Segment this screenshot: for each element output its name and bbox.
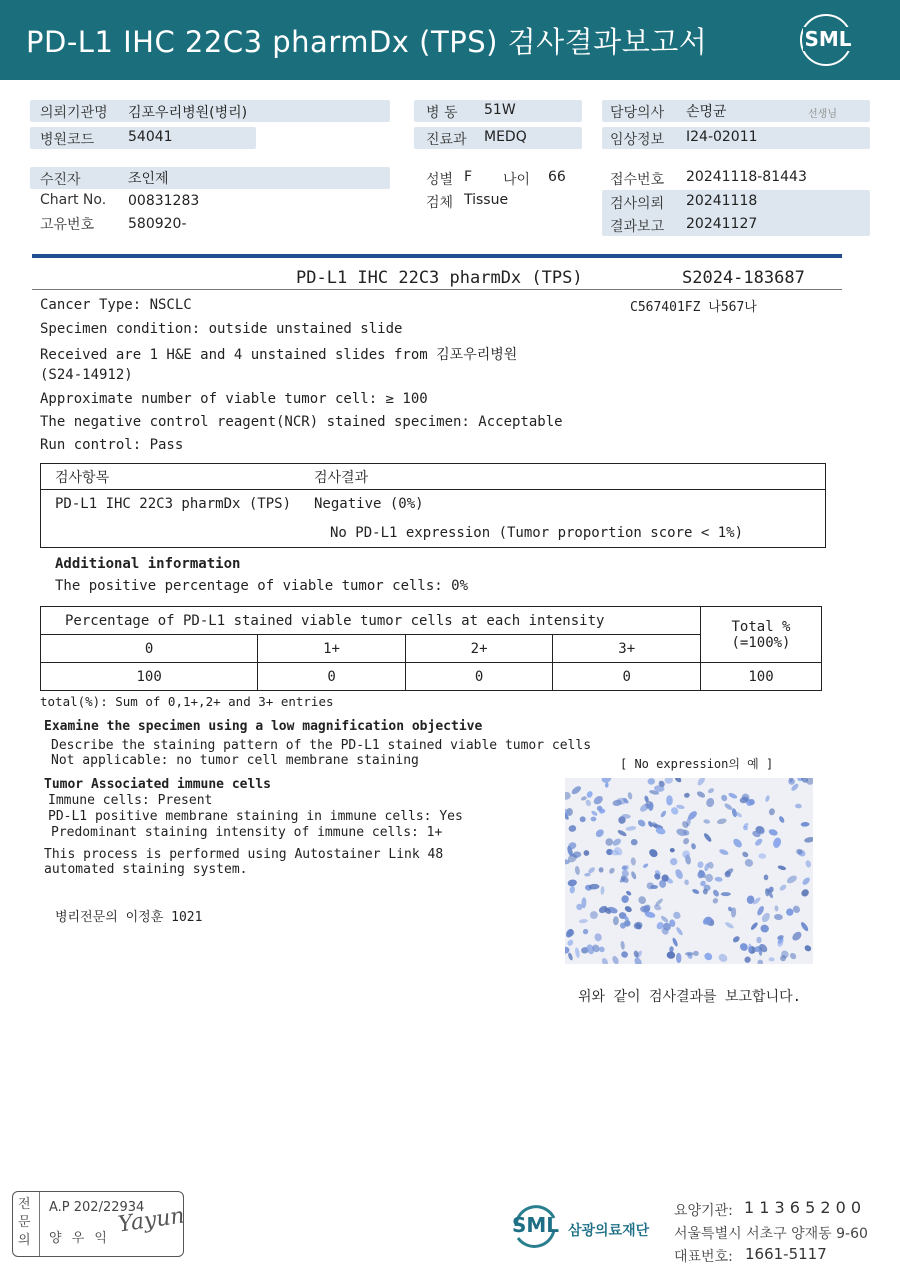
intensity-value-1: 0 (258, 663, 406, 691)
tissue-nucleus (599, 867, 604, 873)
tissue-nucleus (804, 836, 813, 843)
receipt-label: 접수번호 (610, 172, 665, 188)
tissue-nucleus (728, 792, 738, 800)
tissue-nucleus (703, 819, 710, 824)
tissue-nucleus (660, 810, 668, 818)
request-label: 검사의뢰 (610, 196, 665, 212)
ward-value: 51W (484, 102, 516, 118)
tissue-nucleus (592, 794, 604, 806)
tissue-nucleus (732, 837, 744, 849)
tissue-nucleus (648, 847, 660, 858)
tissue-nucleus (583, 850, 590, 857)
tissue-nucleus (636, 818, 646, 828)
tissue-nucleus (718, 848, 729, 856)
id-label: 고유번호 (40, 217, 95, 233)
tissue-nucleus (741, 851, 749, 859)
tissue-nucleus (744, 858, 754, 868)
tissue-nucleus (620, 941, 625, 950)
process-line-1: This process is performed using Autostainer Link 48 (44, 847, 444, 862)
process-line-2: automated staining system. (44, 862, 248, 877)
specimen-value: Tissue (464, 192, 509, 208)
tissue-nucleus (795, 804, 802, 809)
report-date-label: 결과보고 (610, 219, 665, 235)
tissue-nucleus (589, 910, 599, 920)
phone: 1661-5117 (745, 1245, 827, 1263)
tissue-nucleus (760, 924, 770, 934)
total-note: total(%): Sum of 0,1+,2+ and 3+ entries (40, 694, 334, 709)
tissue-nucleus (625, 826, 636, 832)
total-header (701, 607, 822, 663)
tissue-nucleus (696, 790, 706, 799)
total-header-line1: Total % (731, 618, 791, 635)
dept-label: 진료과 (426, 132, 467, 148)
name-value: 조인제 (128, 171, 169, 187)
cancer-type: Cancer Type: NSCLC (40, 297, 192, 313)
tissue-nucleus (757, 959, 764, 964)
id-value: 580920- (128, 216, 187, 232)
tissue-nucleus (647, 778, 655, 785)
tissue-nucleus (714, 876, 723, 882)
hospital-code-value: 54041 (128, 129, 173, 145)
tissue-nucleus (696, 778, 706, 787)
tissue-nucleus (791, 930, 804, 942)
tissue-nucleus (666, 795, 673, 806)
address: 서울특별시 서초구 양재동 9-60 (674, 1226, 868, 1242)
report-title: PD-L1 IHC 22C3 pharmDx (TPS) 검사결과보고서 (26, 25, 708, 59)
tissue-nucleus (608, 867, 616, 875)
hospital-code-label: 병원코드 (40, 132, 95, 148)
tissue-nucleus (673, 778, 682, 784)
exam-line-2: Not applicable: no tumor cell membrane staining (51, 753, 419, 768)
org-name: 삼광의료재단 (568, 1223, 650, 1239)
immune-line-3: Predominant staining intensity of immune cells: 1+ (51, 825, 443, 840)
hospital-value: 김포우리병원(병리) (128, 105, 248, 121)
tissue-nucleus (574, 947, 580, 958)
specimen-condition: Specimen condition: outside unstained slide (40, 321, 403, 337)
tissue-nucleus (664, 778, 674, 785)
tissue-nucleus (707, 787, 715, 794)
tissue-nucleus (637, 895, 648, 906)
additional-text: The positive percentage of viable tumor cells: 0% (55, 578, 469, 594)
tissue-nucleus (705, 873, 714, 882)
tissue-nucleus (613, 916, 619, 925)
result-header-item: 검사항목 (55, 470, 110, 486)
tissue-nucleus (582, 928, 589, 935)
phone-label: 대표번호: (674, 1249, 733, 1265)
institution-code: 1 1 3 6 5 2 0 0 (744, 1198, 862, 1217)
tissue-nucleus (805, 860, 812, 869)
tissue-nucleus (601, 957, 609, 964)
doctor-suffix: 선생님 (808, 109, 837, 120)
result-note: No PD-L1 expression (Tumor proportion score < 1%) (330, 525, 744, 541)
tissue-nucleus (598, 945, 606, 953)
tissue-nucleus (670, 848, 675, 853)
tissue-nucleus (800, 888, 810, 898)
tissue-nucleus (724, 921, 734, 930)
tissue-cells-svg (565, 778, 813, 964)
tissue-nucleus (594, 933, 603, 943)
ward-label: 병 동 (426, 105, 458, 121)
tissue-nucleus (789, 952, 798, 961)
tissue-nucleus (684, 879, 690, 885)
tissue-nucleus (692, 888, 700, 895)
tissue-nucleus (630, 857, 636, 865)
report-date-value: 20241127 (686, 216, 758, 232)
clinical-label: 임상정보 (610, 132, 665, 148)
tissue-nucleus (682, 837, 690, 846)
total-header-line2: (=100%) (731, 634, 791, 651)
tissue-nucleus (617, 829, 628, 837)
slide-number: (S24-14912) (40, 367, 133, 383)
tissue-nucleus (671, 937, 678, 947)
tissue-nucleus (712, 897, 720, 905)
top-rule (32, 254, 842, 258)
immune-line-1: Immune cells: Present (48, 793, 213, 808)
tissue-nucleus (611, 955, 620, 964)
exam-title: Examine the specimen using a low magnification objective (44, 719, 483, 734)
tissue-nucleus (769, 957, 775, 961)
tissue-nucleus (756, 936, 762, 943)
tissue-nucleus (569, 886, 575, 894)
tissue-nucleus (716, 818, 727, 825)
sml-footer-logo-text: SML (512, 1213, 560, 1237)
intensity-header: Percentage of PD-L1 stained viable tumor cells at each intensity (41, 607, 701, 635)
tissue-nucleus (570, 785, 582, 796)
tissue-nucleus (754, 837, 764, 847)
specialist-name: 양 우 익 (49, 1231, 110, 1246)
tissue-nucleus (690, 843, 696, 850)
tissue-nucleus (631, 839, 638, 846)
negative-control: The negative control reagent(NCR) stained specimen: Acceptable (40, 414, 563, 430)
tissue-nucleus (605, 837, 614, 846)
tissue-nucleus (574, 866, 580, 876)
tissue-nucleus (624, 905, 633, 913)
tissue-nucleus (732, 935, 741, 944)
tissue-nucleus (666, 951, 675, 959)
tissue-nucleus (720, 794, 728, 803)
tissue-nucleus (600, 886, 604, 895)
tissue-nucleus (566, 939, 574, 947)
tissue-nucleus (590, 816, 596, 821)
tissue-nucleus (580, 816, 586, 822)
tissue-nucleus (696, 860, 704, 868)
ap-number: A.P 202/22934 (49, 1200, 145, 1215)
specimen-label: 검체 (426, 195, 454, 211)
tissue-nucleus (721, 892, 731, 896)
tissue-nucleus (758, 853, 766, 859)
intensity-value-0: 100 (41, 663, 258, 691)
tissue-nucleus (670, 858, 678, 866)
intensity-value-3: 0 (553, 663, 701, 691)
viable-tumor-count: Approximate number of viable tumor cell: ≥ 100 (40, 391, 428, 407)
tissue-nucleus (803, 944, 812, 952)
hospital-label: 의뢰기관명 (40, 105, 108, 121)
thin-rule (32, 289, 842, 290)
tissue-nucleus (801, 822, 810, 827)
run-control: Run control: Pass (40, 437, 184, 453)
image-caption: [ No expression의 예 ] (620, 757, 774, 771)
sex-label: 성별 (426, 172, 454, 188)
tissue-nucleus (605, 782, 609, 788)
specialist-label: 전 문 의 (18, 1197, 31, 1248)
intensity-label-1: 1+ (258, 635, 406, 663)
tissue-nucleus (779, 883, 788, 891)
doctor-label: 담당의사 (610, 105, 665, 121)
doctor-value: 손명균 (686, 104, 727, 120)
received-slides: Received are 1 H&E and 4 unstained slides from 김포우리병원 (40, 347, 518, 363)
tissue-nucleus (777, 865, 786, 871)
dept-value: MEDQ (484, 129, 527, 145)
report-section-title: PD-L1 IHC 22C3 pharmDx (TPS) (296, 268, 583, 288)
tissue-nucleus (620, 950, 629, 959)
tissue-nucleus (768, 828, 779, 836)
name-row-bg (30, 167, 390, 189)
tissue-nucleus (669, 946, 674, 952)
tissue-nucleus (567, 952, 573, 961)
additional-title: Additional information (55, 556, 241, 572)
name-label: 수진자 (40, 172, 81, 188)
result-item: PD-L1 IHC 22C3 pharmDx (TPS) (55, 496, 292, 512)
tissue-nucleus (764, 874, 769, 880)
tissue-nucleus (585, 799, 592, 807)
tissue-nucleus (765, 795, 771, 803)
total-value: 100 (701, 663, 822, 691)
tissue-nucleus (703, 951, 713, 961)
result-header-result: 검사결과 (314, 470, 369, 486)
tissue-nucleus (723, 802, 733, 811)
intensity-table (40, 606, 822, 691)
tissue-nucleus (676, 953, 682, 963)
tissue-nucleus (717, 952, 729, 963)
tissue-nucleus (800, 921, 810, 932)
tissue-nucleus (801, 876, 811, 886)
tissue-nucleus (786, 874, 799, 885)
intensity-label-3: 3+ (553, 635, 701, 663)
tissue-nucleus (579, 919, 588, 924)
tissue-nucleus (584, 873, 591, 877)
tissue-nucleus (594, 828, 605, 839)
chart-value: 00831283 (128, 193, 200, 209)
result-box-divider (40, 489, 826, 490)
result-value: Negative (0%) (314, 496, 424, 512)
intensity-value-2: 0 (405, 663, 553, 691)
tissue-nucleus (675, 926, 684, 936)
tissue-nucleus (567, 879, 577, 887)
tissue-nucleus (672, 910, 682, 920)
tissue-nucleus (630, 871, 637, 880)
tissue-nucleus (674, 868, 684, 880)
exam-line-1: Describe the staining pattern of the PD-L1 stained viable tumor cells (51, 738, 592, 753)
tissue-nucleus (772, 836, 783, 848)
sex-value: F (464, 169, 473, 185)
tissue-nucleus (768, 808, 775, 816)
request-value: 20241118 (686, 193, 758, 209)
receipt-value: 20241118-81443 (686, 169, 807, 185)
clinical-value: I24-02011 (686, 129, 758, 145)
sml-logo-text: SML (804, 27, 852, 51)
immune-title: Tumor Associated immune cells (44, 777, 271, 792)
tissue-nucleus (778, 815, 785, 823)
tissue-nucleus (743, 955, 752, 964)
tissue-nucleus (774, 905, 778, 911)
tissue-nucleus (774, 914, 783, 921)
tissue-nucleus (703, 832, 713, 843)
intensity-label-0: 0 (41, 635, 258, 663)
tissue-nucleus (712, 889, 720, 898)
tissue-micrograph-image (565, 778, 813, 964)
institution-code-label: 요양기관: (674, 1203, 733, 1219)
age-label: 나이 (503, 172, 531, 188)
tissue-nucleus (591, 810, 599, 817)
signature: Yayun (116, 1203, 187, 1238)
tissue-nucleus (565, 792, 571, 800)
tissue-nucleus (568, 825, 577, 833)
tissue-nucleus (627, 792, 633, 800)
intensity-label-2: 2+ (405, 635, 553, 663)
block-number: C567401FZ 나567나 (630, 300, 757, 315)
tissue-nucleus (586, 790, 594, 799)
tissue-nucleus (738, 941, 749, 952)
tissue-nucleus (620, 894, 629, 904)
tissue-nucleus (611, 837, 622, 847)
case-number: S2024-183687 (682, 268, 805, 288)
tissue-nucleus (685, 952, 694, 956)
tissue-nucleus (750, 921, 759, 931)
chart-label: Chart No. (40, 192, 107, 208)
tissue-nucleus (684, 792, 690, 798)
closing-statement: 위와 같이 검사결과를 보고합니다. (578, 989, 802, 1005)
tissue-nucleus (642, 863, 649, 869)
pathologist: 병리전문의 이정훈 1021 (55, 910, 203, 925)
tissue-nucleus (633, 921, 644, 931)
immune-line-2: PD-L1 positive membrane staining in immune cells: Yes (48, 809, 463, 824)
age-value: 66 (548, 169, 566, 185)
tissue-nucleus (705, 797, 715, 808)
